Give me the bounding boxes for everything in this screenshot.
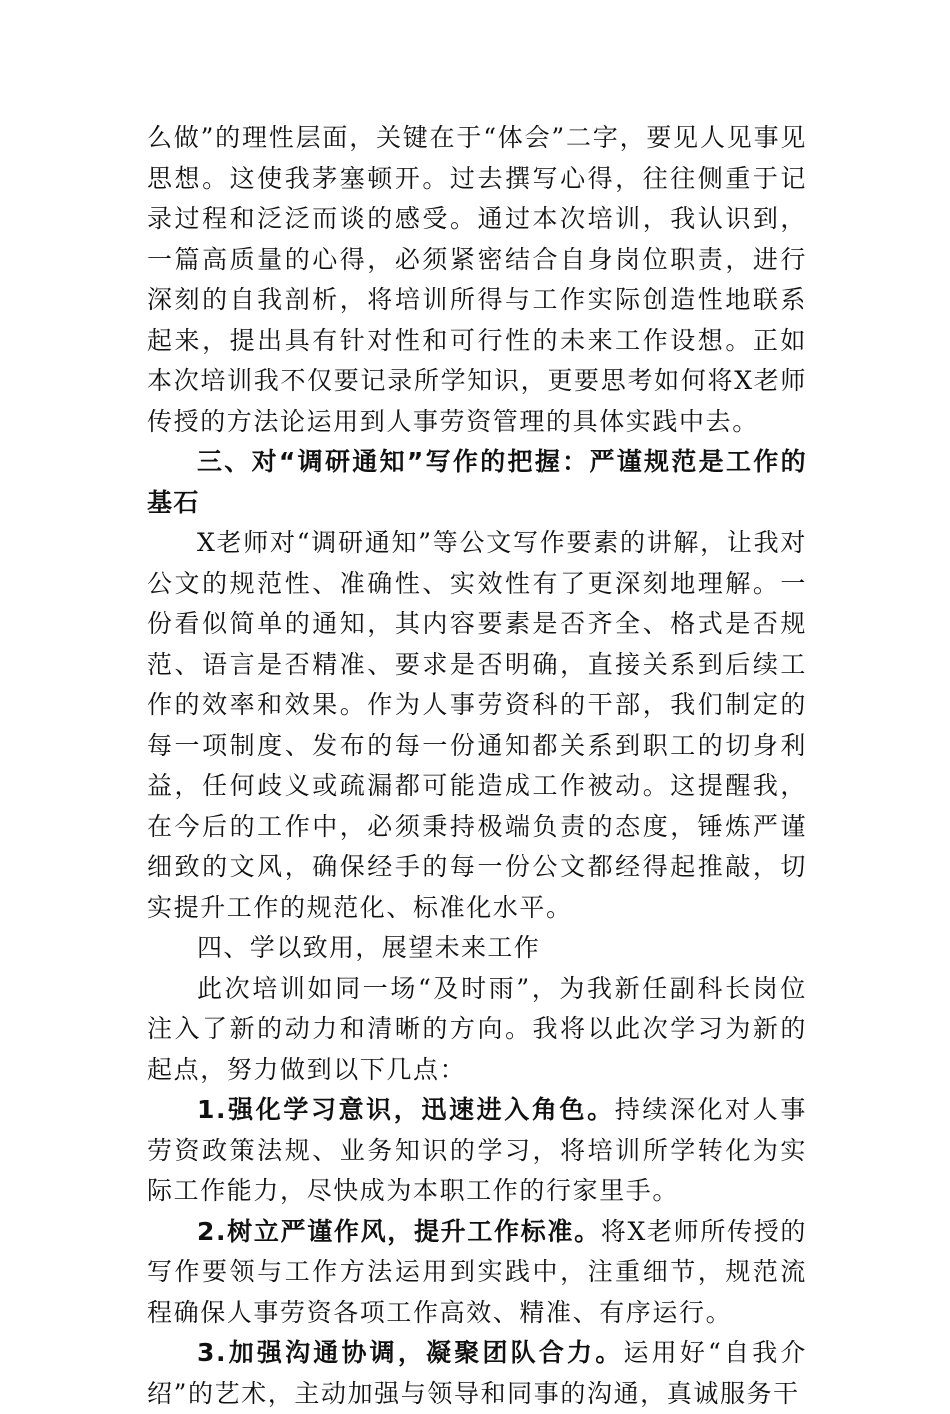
list-item-3-body: 运用好“自我介绍”的艺术，主动加强与领导和同事的沟通，真诚服务干: [147, 1338, 807, 1408]
list-item-1-title: 1.强化学习意识，迅速进入角色。: [197, 1095, 615, 1124]
list-item-3: [147, 1333, 807, 1414]
list-item-2-body: 将X老师所传授的写作要领与工作方法运用到实践中，注重细节，规范流程确保人事劳资各项工作高效、精准、有序运行。: [147, 1216, 807, 1327]
section-3-heading: 三、对“调研通知”写作的把握：严谨规范是工作的基石: [147, 447, 807, 517]
section-3-paragraph: X老师对“调研通知”等公文写作要素的讲解，让我对公文的规范性、准确性、实效性有了更深刻地理解。一份看似简单的通知，其内容要素是否齐全、格式是否规范、语言是否精准、要求是否明确，直接关系到后续工作的效率和效果。作为人事劳资科的干部，我们制定的每一项制度、发布的每一份通知都关系到职工的切身利益，任何歧义或疏漏都可能造成工作被动。这提醒我，在今后的工作中，必须秉持极端负责的态度，锤炼严谨细致的文风，确保经手的每一份公文都经得起推敲，切实提升工作的规范化、标准化水平。: [147, 528, 807, 922]
list-item-2-title: 2.树立严谨作风，提升工作标准。: [197, 1216, 601, 1246]
list-item-3-title: 3.加强沟通协调，凝聚团队合力。: [197, 1338, 624, 1367]
section-4-heading: 四、学以致用，展望未来工作: [197, 933, 541, 962]
list-item-2: [147, 1212, 807, 1334]
section-4-paragraph: 此次培训如同一场“及时雨”，为我新任副科长岗位注入了新的动力和清晰的方向。我将以此次学习为新的起点，努力做到以下几点：: [147, 973, 807, 1084]
list-item-1-body: 持续深化对人事劳资政策法规、业务知识的学习，将培训所学转化为实际工作能力，尽快成为本职工作的行家里手。: [147, 1095, 808, 1205]
document-body: [147, 118, 807, 1414]
continued-paragraph: 么做”的理性层面，关键在于“体会”二字，要见人见事见思想。这使我茅塞顿开。过去撰写心得，往往侧重于记录过程和泛泛而谈的感受。通过本次培训，我认识到，一篇高质量的心得，必须紧密结合自身岗位职责，进行深刻的自我剖析，将培训所得与工作实际创造性地联系起来，提出具有针对性和可行性的未来工作设想。正如本次培训我不仅要记录所学知识，更要思考如何将X老师传授的方法论运用到人事劳资管理的具体实践中去。: [147, 123, 807, 436]
list-item-1: [147, 1090, 807, 1212]
